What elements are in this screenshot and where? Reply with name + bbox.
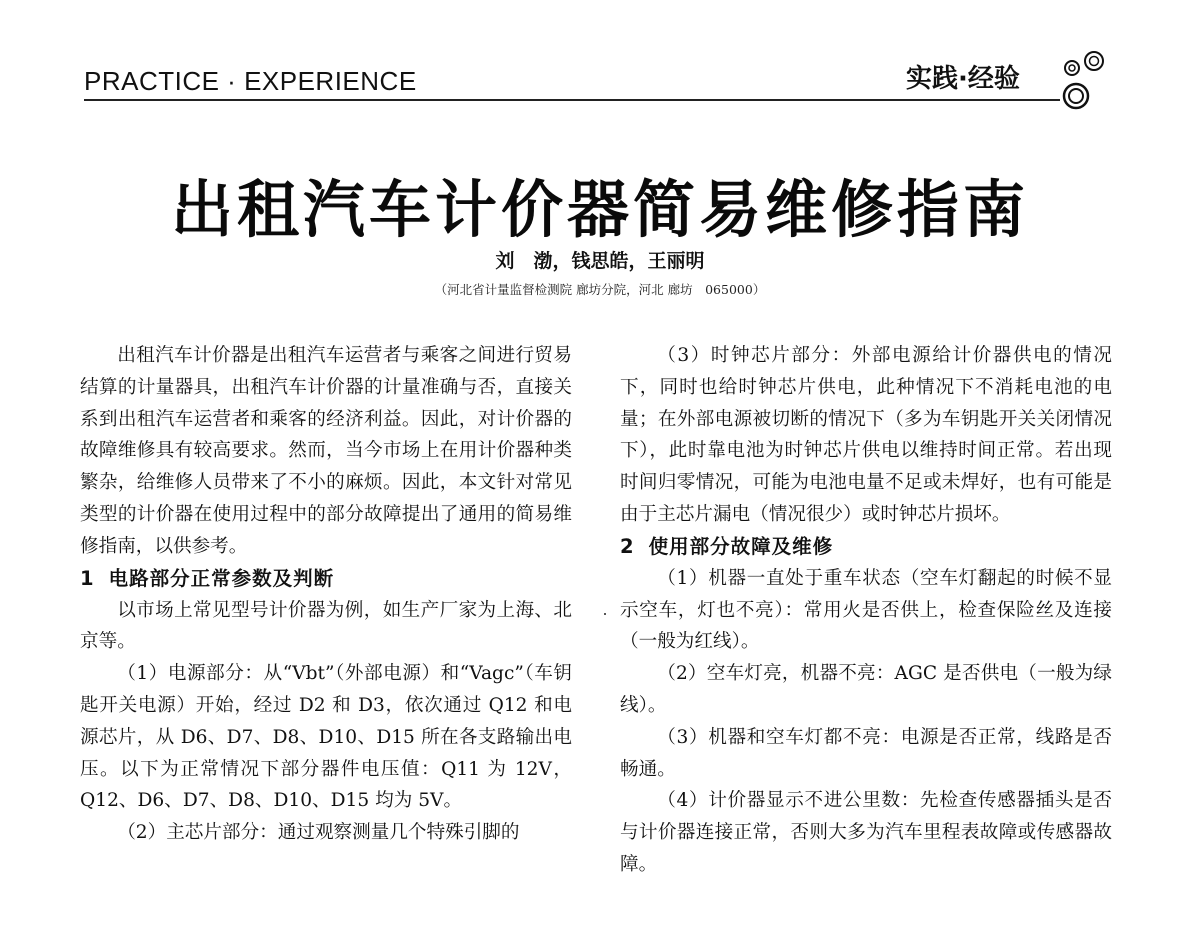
body-paragraph: （2）主芯片部分：通过观察测量几个特殊引脚的 xyxy=(117,822,520,844)
body-paragraph: （3）时钟芯片部分：外部电源给计价器供电的情况下，同时也给时钟芯片供电，此种情况下不消耗电池的电量；在外部电源被切断的情况下（多为车钥匙开关关闭情况下），此时靠电池为时钟芯片供电以维持时间正常。若出现时间归零情况，可能为电池电量不足或未焊好，也有可能是由于主芯片漏电（情况很少）或时钟芯片损坏。 xyxy=(620,345,1112,525)
header-journal-english: PRACTICE · EXPERIENCE xyxy=(84,66,417,96)
body-paragraph: （1）机器一直处于重车状态（空车灯翻起的时候不显示空车，灯也不亮）：常用火是否供上，检查保险丝及连接（一般为红线）。 xyxy=(620,567,1112,653)
header-section-chinese: 实践·经验 xyxy=(906,64,1020,94)
body-paragraph: 以市场上常见型号计价器为例，如生产厂家为上海、北京等。 xyxy=(80,599,572,653)
body-paragraph: （2）空车灯亮，机器不亮：AGC 是否供电（一般为绿线）。 xyxy=(620,663,1112,716)
section-number: 1 xyxy=(80,566,95,590)
body-paragraph: （4）计价器显示不进公里数：先检查传感器插头是否与计价器连接正常，否则大多为汽车里程表故障或传感器故障。 xyxy=(620,790,1112,875)
article-authors: 刘 渤，钱思皓，王丽明 xyxy=(495,250,705,272)
circles-ornament-icon xyxy=(1054,46,1114,112)
stray-dot xyxy=(604,613,606,615)
intro-paragraph: 出租汽车计价器是出租汽车运营者与乘客之间进行贸易结算的计量器具，出租汽车计价器的计量准确与否，直接关系到出租汽车运营者和乘客的经济利益。因此，对计价器的故障维修具有较高要求。然而，当今市场上在用计价器种类繁杂，给维修人员带来了不小的麻烦。因此，本文针对常见类型的计价器在使用过程中的部分故障提出了通用的简易维修指南，以供参考。 xyxy=(80,345,572,557)
section-number: 2 xyxy=(620,534,635,558)
section-title: 使用部分故障及维修 xyxy=(648,534,834,558)
article-affiliation: （河北省计量监督检测院 廊坊分院，河北 廊坊 065000） xyxy=(434,282,766,297)
right-column xyxy=(620,340,1112,881)
section-heading-1 xyxy=(80,564,572,594)
body-paragraph: （1）电源部分：从“Vbt”（外部电源）和“Vagc”（车钥匙开关电源）开始，经过 D2 和 D3，依次通过 Q12 和电源芯片，从 D6、D7、D8、D10、D15 所在各支路输出电压。以下为正常情况下部分器件电压值：Q11 为 12V，Q12、D6、D7、D8、D10、D15 均为 5V。 xyxy=(80,663,572,812)
section-heading-2 xyxy=(620,532,1112,562)
left-column xyxy=(80,340,572,849)
header-rule xyxy=(84,99,1060,101)
section-title: 电路部分正常参数及判断 xyxy=(108,566,335,590)
article-title: 出租汽车计价器简易维修指南 xyxy=(170,173,1029,246)
body-paragraph: （3）机器和空车灯都不亮：电源是否正常，线路是否畅通。 xyxy=(620,726,1112,780)
